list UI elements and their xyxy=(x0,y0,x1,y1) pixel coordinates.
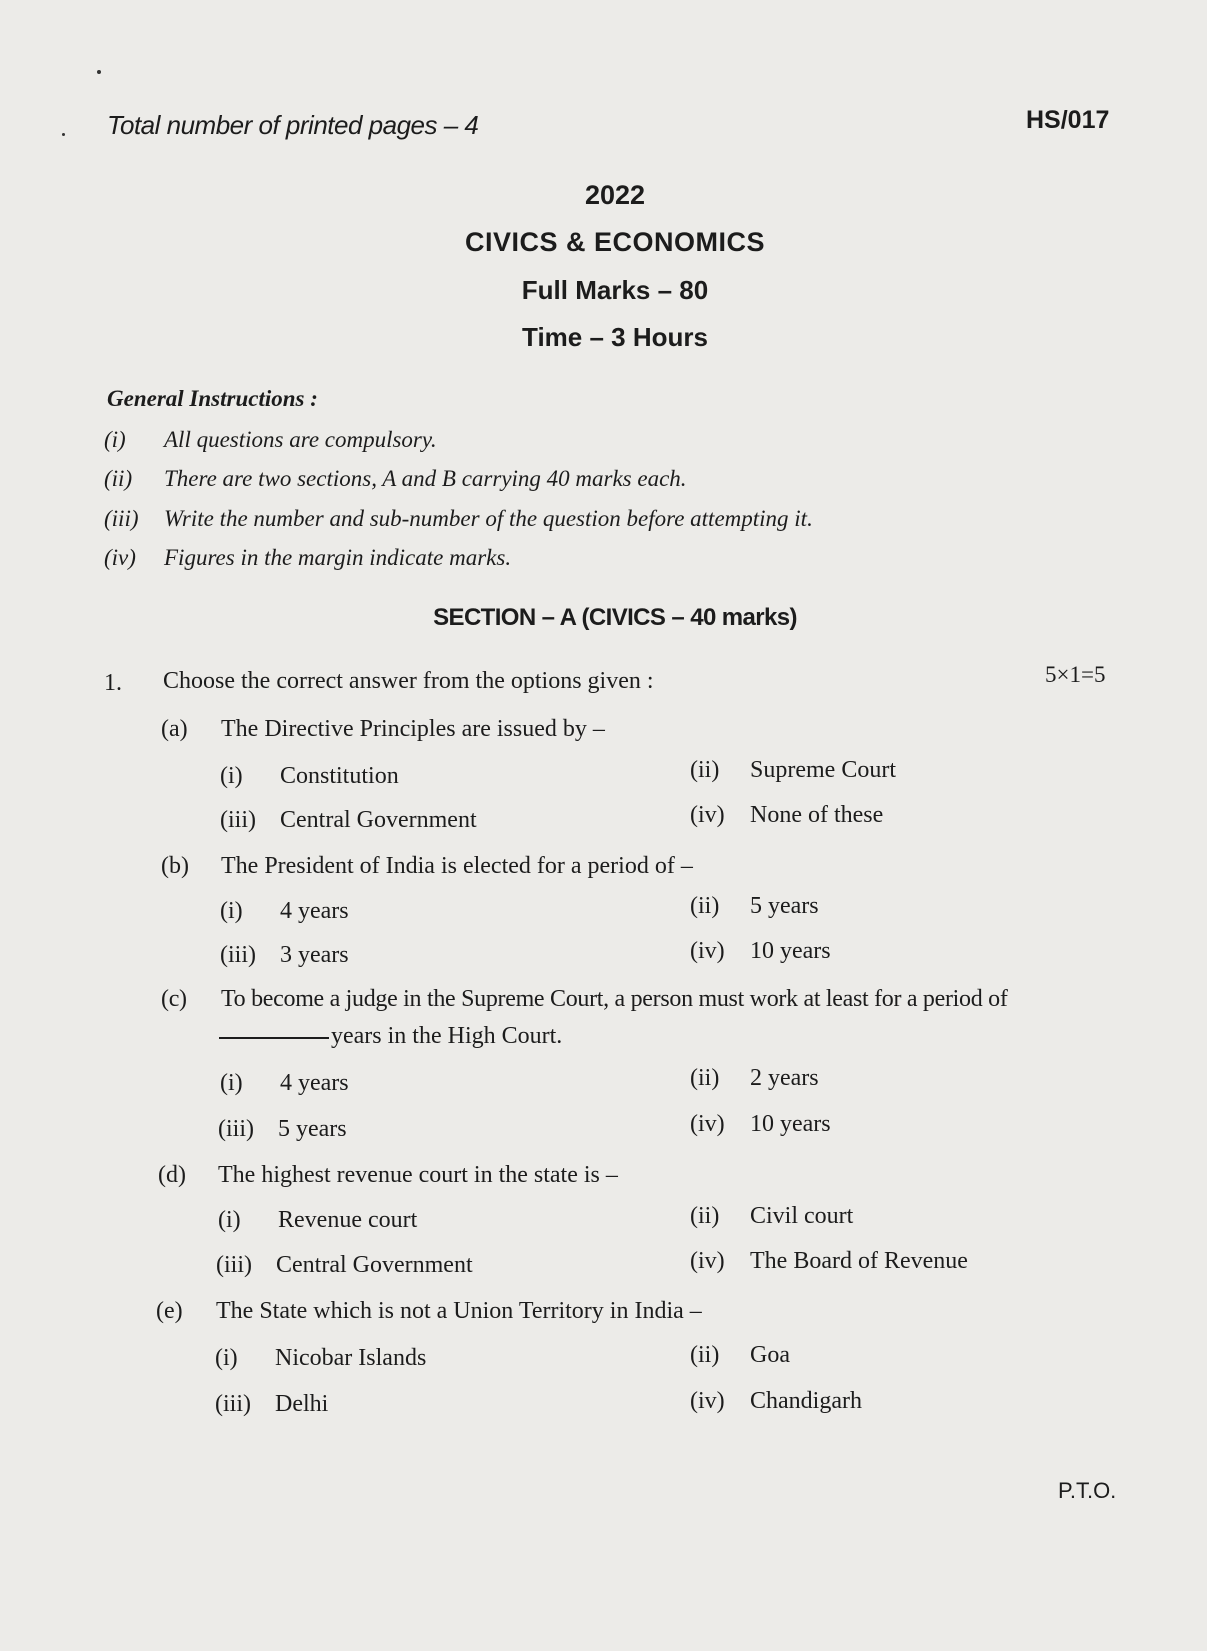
option: (iv) Chandigarh xyxy=(690,1388,862,1414)
option: (i) Revenue court xyxy=(218,1207,418,1233)
option: (i) Constitution xyxy=(220,763,399,789)
option: (iii) 3 years xyxy=(220,942,349,968)
please-turn-over: P.T.O. xyxy=(1058,1478,1117,1503)
sub-question-c-line2: years in the High Court. xyxy=(219,1023,562,1050)
paper-code: HS/017 xyxy=(1026,106,1110,134)
sub-question-b: (b) The President of India is elected for a period of – xyxy=(161,853,693,879)
instruction-item: (i) All questions are compulsory. xyxy=(104,427,437,452)
full-marks: Full Marks – 80 xyxy=(521,275,709,305)
scan-speck xyxy=(97,70,101,74)
answer-blank xyxy=(219,1037,329,1039)
option: (ii) Goa xyxy=(690,1342,790,1368)
exam-year: 2022 xyxy=(584,180,646,210)
option: (iii) Delhi xyxy=(215,1391,329,1417)
instruction-item: (ii) There are two sections, A and B carrying 40 marks each. xyxy=(104,466,687,491)
question-text: Choose the correct answer from the options given : xyxy=(163,668,654,694)
option: (iii) Central Government xyxy=(216,1252,473,1278)
exam-time: Time – 3 Hours xyxy=(522,322,708,352)
printed-pages-note: Total number of printed pages – 4 xyxy=(107,110,479,140)
option: (ii) Supreme Court xyxy=(690,757,896,783)
option: (iii) Central Government xyxy=(220,807,477,833)
option: (iv) 10 years xyxy=(690,938,831,964)
sub-question-d: (d) The highest revenue court in the state is – xyxy=(158,1162,618,1188)
option: (ii) 5 years xyxy=(690,893,819,919)
option: (ii) Civil court xyxy=(690,1203,854,1229)
option: (iv) None of these xyxy=(690,802,884,828)
sub-question-e: (e) The State which is not a Union Territory in India – xyxy=(156,1298,702,1324)
option: (iv) The Board of Revenue xyxy=(690,1248,968,1274)
option: (iv) 10 years xyxy=(690,1111,831,1137)
option: (iii) 5 years xyxy=(218,1116,347,1142)
option: (ii) 2 years xyxy=(690,1065,819,1091)
section-a-heading: SECTION – A (CIVICS – 40 marks) xyxy=(433,604,797,631)
sub-question-c: (c) To become a judge in the Supreme Court, a person must work at least for a period of xyxy=(161,986,1008,1012)
question-number: 1. xyxy=(104,670,122,696)
scan-speck xyxy=(62,133,65,136)
sub-question-a: (a) The Directive Principles are issued by – xyxy=(161,716,605,742)
option: (i) 4 years xyxy=(220,1070,349,1096)
option: (i) 4 years xyxy=(220,898,349,924)
instructions-heading: General Instructions : xyxy=(107,386,318,411)
option: (i) Nicobar Islands xyxy=(215,1345,427,1371)
question-marks: 5×1=5 xyxy=(1045,662,1106,687)
exam-subject: CIVICS & ECONOMICS xyxy=(464,227,766,257)
instruction-item: (iii) Write the number and sub-number of the question before attempting it. xyxy=(104,506,813,531)
instruction-item: (iv) Figures in the margin indicate marks. xyxy=(104,545,512,570)
